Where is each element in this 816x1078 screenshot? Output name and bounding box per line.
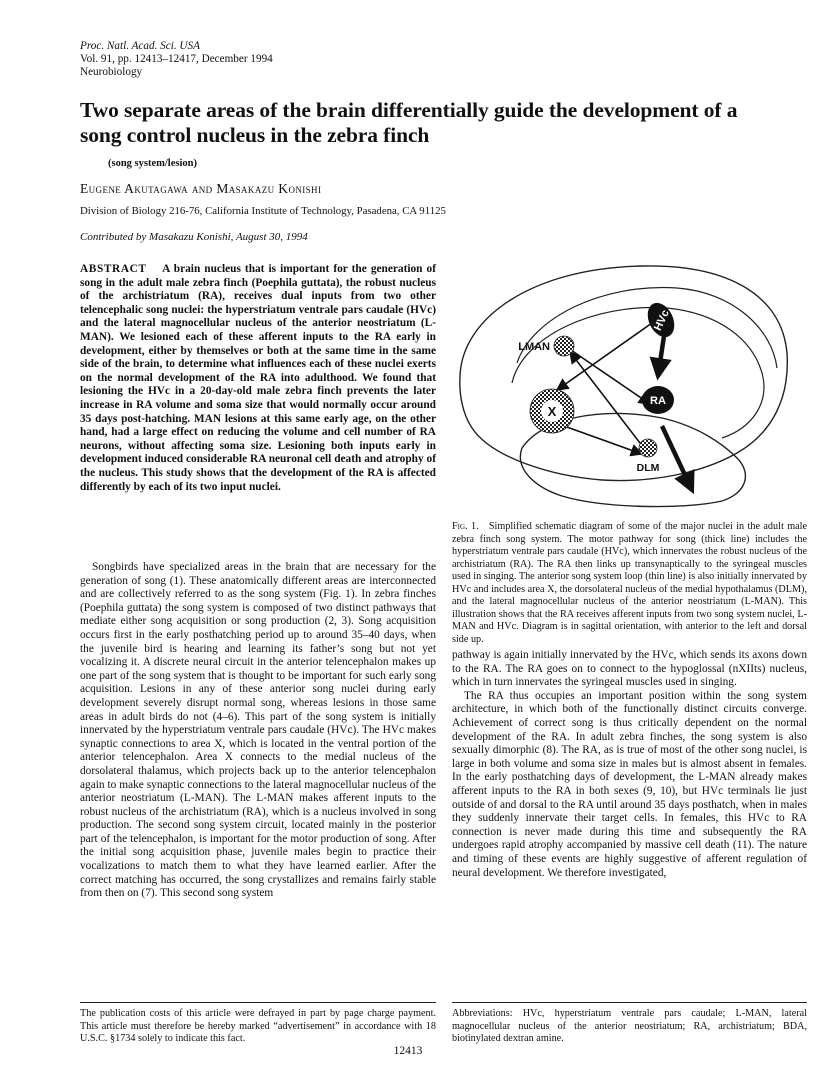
journal-volume: Vol. 91, pp. 12413–12417, December 1994 <box>80 53 273 65</box>
footnote-divider-right <box>452 1002 807 1003</box>
article-title: Two separate areas of the brain differentially guide the development of a song control nucleus in the zebra finch <box>80 98 738 147</box>
footnote-divider-left <box>80 1002 436 1003</box>
dlm-label: DLM <box>636 462 660 474</box>
journal-section: Neurobiology <box>80 66 143 78</box>
abstract-text: A brain nucleus that is important for the generation of song in the adult male zebra finch (Poephila guttata), the robust nucleus of the archistriatum (RA), receives dual inputs from two other telencephalic song nuclei: the hyperstriatum ventrale pars caudale (HVc) and the lateral magnocellular nucleus of the anterior neostriatum (L-MAN). We lesioned each of these afferent inputs to the RA early in development, either by themselves or both at the same time in the same side of the brain, to determine what influences each of these nuclei exerts on the normal development of the RA into adulthood. We found that lesioning the HVc in a 20-day-old male zebra finch prevents the later increase in RA volume and soma size that would normally occur around 35 days post-hatching. MAN lesions at this same early age, on the other hand, had a large effect on reducing the volume and cell number of RA neurons, without affecting soma size. Lesioning both inputs early in development induced considerable RA neuronal cell death and atrophy of the nucleus. This study shows that the development of the RA is affected differently by each of its two input nuclei. <box>80 263 436 493</box>
area-x-label: X <box>547 404 557 419</box>
keywords: (song system/lesion) <box>108 158 197 169</box>
ra-label: RA <box>650 395 666 407</box>
hvc-label: HVc <box>651 308 672 333</box>
authors: Eugene Akutagawa and Masakazu Konishi <box>80 181 322 196</box>
body-left-paragraph: Songbirds have specialized areas in the brain that are necessary for the generation of song (1). These anatomically different areas are interconnected and are collectively referred to as the song system (Fig. 1). In zebra finches (Poephila guttata) the song system is composed of two distinct pathways that mediate either song acquisition or song production (2, 3). Song acquisition occurs first in the early posthatching period up to around 35–40 days, when the juvenile bird is hearing and learning its father’s song but not yet vocalizing it. A discrete neural circuit in the anterior telencephalon makes up one part of the song system that is thought to be important for such early song acquisition. Lesions in any of these anterior song nuclei during early development severely disrupt normal song, whereas lesions in those same areas in adult birds do not (4–6). This part of the song system is initially innervated by the hyperstriatum ventrale pars caudale (HVc). The HVc makes synaptic connections to area X, which is located in the ventral portion of the anterior telencephalon. Area X connects to the medial nucleus of the dorsolateral thalamus, which projects back up to the anterior telencephalon again to make synaptic connections to the lateral magnocellular nucleus of the anterior neostriatum (L-MAN). The L-MAN makes afferent inputs to the robust nucleus of the archistriatum (RA), which is a nucleus involved in song production. The second song system circuit, located mainly in the posterior part of the telencephalon, is important for the motor production of song. After the initial song acquisition phase, juvenile males begin to practice their vocalizations to match them to what they have learned earlier. After the correct matching has occurred, the song crystallizes and remains fairly stable from then on (7). This second song system <box>80 561 436 900</box>
lman-to-ra-connection <box>568 348 650 404</box>
publication-cost-footnote: The publication costs of this article were defrayed in part by page charge payment. This article must therefore be hereby marked “advertisement” in accordance with 18 U.S.C. §1734 solely to indicate this fact. <box>80 1008 436 1044</box>
body-right-paragraph-2: The RA thus occupies an important position within the song system architecture, in which both of the functionally distinct circuits converge. Achievement of correct song is thus critically dependent on the normal development of the RA. In adult zebra finches, the song system is also sexually dimorphic (8). The RA, as is true of most of the other song nuclei, is large in both volume and soma size in males but is almost absent in females. In the early posthatching days of development, the L-MAN already makes afferent inputs to the RA in both sexes (9, 10), but HVc terminals lie just outside of and dorsal to the RA until around 35 days posthatch, when in males they suddenly innervate their target cells. In females, this HVc to RA connection is never made during this time and subsequently the RA undergoes rapid atrophy accompanied by massive cell death (11). The nature and timing of these events are highly suggestive of afferent regulation of neural development. We therefore investigated, <box>452 689 807 879</box>
brain-outline <box>460 266 788 481</box>
song-system-diagram <box>452 258 807 513</box>
dlm-to-lman-connection <box>570 352 640 443</box>
contributed-by: Contributed by Masakazu Konishi, August 30, 1994 <box>80 231 308 243</box>
body-right-column <box>452 649 807 880</box>
abbreviations-footnote: Abbreviations: HVc, hyperstriatum ventrale pars caudale; L-MAN, lateral magnocellular nucleus of the anterior neostriatum; RA, archistriatum; BDA, biotinylated dextran amine. <box>452 1008 807 1044</box>
figure-caption <box>452 521 807 646</box>
body-left-column <box>80 561 436 901</box>
abstract <box>80 263 436 494</box>
dlm-nucleus <box>639 439 657 457</box>
lman-label: LMAN <box>518 341 550 353</box>
abstract-heading: ABSTRACT <box>80 263 147 275</box>
hvc-to-x-connection <box>557 323 652 390</box>
body-right-paragraph-1: pathway is again initially innervated by the HVc, which sends its axons down to the RA. The RA goes on to connect to the hypoglossal (nXIIts) nucleus, which in turn innervates the syringeal muscles used in singing. <box>452 649 807 689</box>
inner-arc <box>517 288 777 368</box>
hvc-to-ra-connection <box>658 336 664 376</box>
journal-name: Proc. Natl. Acad. Sci. USA <box>80 40 200 52</box>
page-number: 12413 <box>393 1045 423 1057</box>
lman-nucleus <box>554 336 574 356</box>
figure-caption-text: Simplified schematic diagram of some of the major nuclei in the adult male zebra finch song system. The motor pathway for song (thick line) includes the hyperstriatum ventrale pars caudale (HVc), which innervates the robust nucleus of the archistriatum (RA). The RA then links up transynaptically to the syringeal muscles used in singing. The anterior song system loop (thin line) is also initially innervated by HVc and includes area X, the dorsolateral nucleus of the medial hypothalamus (DLM), and the lateral magnocellular nucleus of the anterior neostriatum (L-MAN). This illustration shows that the RA receives afferent inputs from two song system nuclei, L-MAN and HVc. Diagram is in sagittal orientation, with anterior to the left and dorsal side up. <box>452 521 807 645</box>
affiliation: Division of Biology 216-76, California Institute of Technology, Pasadena, CA 91125 <box>80 205 446 217</box>
figure-label: Fig. 1. <box>452 521 479 532</box>
ra-to-brainstem-connection <box>662 426 692 490</box>
journal-header <box>80 40 273 79</box>
